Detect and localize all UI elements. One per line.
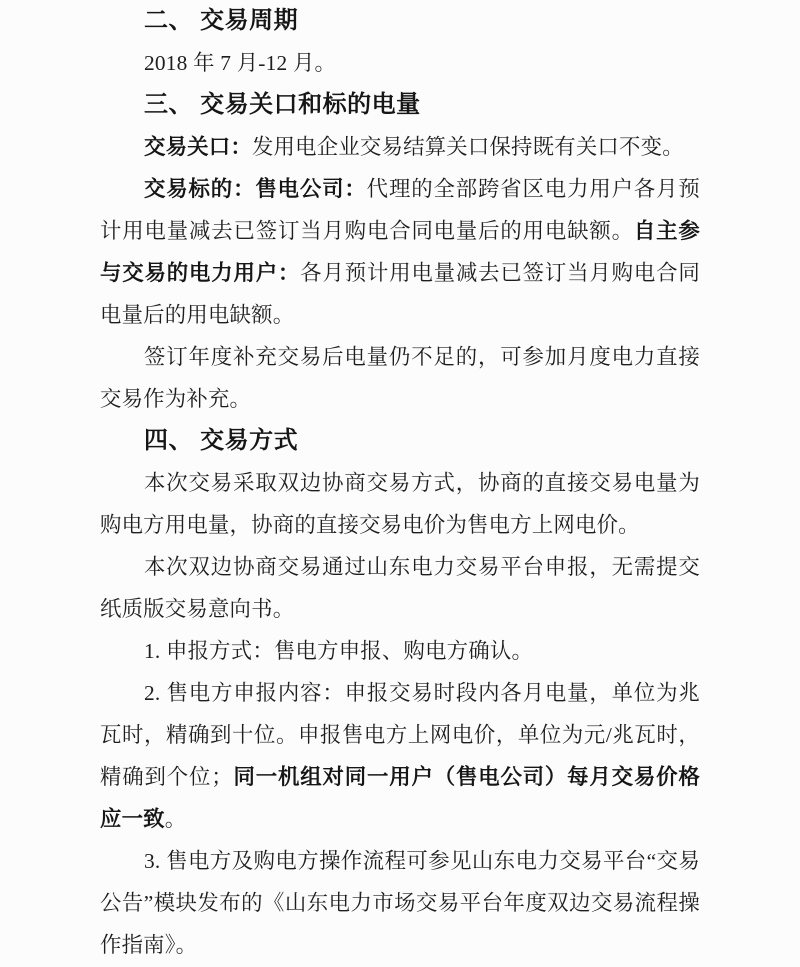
- bold-text-run: 四、 交易方式: [144, 427, 299, 454]
- section-heading: [100, 420, 700, 462]
- bold-text-run: 二、 交易周期: [144, 7, 299, 34]
- body-paragraph: [100, 42, 700, 84]
- body-paragraph: [100, 168, 700, 336]
- body-paragraph: [100, 546, 700, 630]
- text-run: 2. 售电方申报内容：申报交易时段内各月电量，单位为兆瓦时，精确到十位。申报售电方上网电价，单位为元/兆瓦时，精确到个位；: [100, 681, 700, 789]
- bold-text-run: 三、 交易关口和标的电量: [144, 91, 421, 118]
- text-run: 代理的全部跨省区电力用户各月预计用电量减去已签订当月购电合同电量后的用电缺额。: [100, 177, 700, 243]
- text-run: 2018 年 7 月-12 月。: [144, 51, 337, 75]
- bold-text-run: 交易标的：售电公司：: [144, 177, 367, 201]
- section-heading: [100, 84, 700, 126]
- text-run: 各月预计用电量减去已签订当月购电合同电量后的用电缺额。: [100, 261, 700, 327]
- bold-text-run: 自主参与交易的电力用户：: [100, 219, 700, 285]
- text-run: 。: [164, 807, 187, 831]
- body-paragraph: [100, 126, 700, 168]
- text-run: 签订年度补充交易后电量仍不足的，可参加月度电力直接交易作为补充。: [100, 345, 700, 411]
- bold-text-run: 同一机组对同一用户（售电公司）每月交易价格应一致: [100, 765, 701, 831]
- body-paragraph: [100, 462, 700, 546]
- body-paragraph: [100, 336, 700, 420]
- body-paragraph: [100, 672, 700, 840]
- body-paragraph: [100, 840, 700, 966]
- text-run: 1. 申报方式：售电方申报、购电方确认。: [144, 639, 534, 663]
- document-body: [100, 0, 700, 966]
- body-paragraph: [100, 630, 700, 672]
- text-run: 本次交易采取双边协商交易方式，协商的直接交易电量为购电方用电量，协商的直接交易电价为售电方上网电价。: [100, 471, 700, 537]
- bold-text-run: 交易关口：: [144, 135, 252, 159]
- text-run: 3. 售电方及购电方操作流程可参见山东电力交易平台“交易公告”模块发布的《山东电力市场交易平台年度双边交易流程操作指南》。: [100, 849, 700, 957]
- text-run: 发用电企业交易结算关口保持既有关口不变。: [251, 135, 684, 159]
- section-heading: [100, 0, 700, 42]
- text-run: 本次双边协商交易通过山东电力交易平台申报，无需提交纸质版交易意向书。: [100, 555, 700, 621]
